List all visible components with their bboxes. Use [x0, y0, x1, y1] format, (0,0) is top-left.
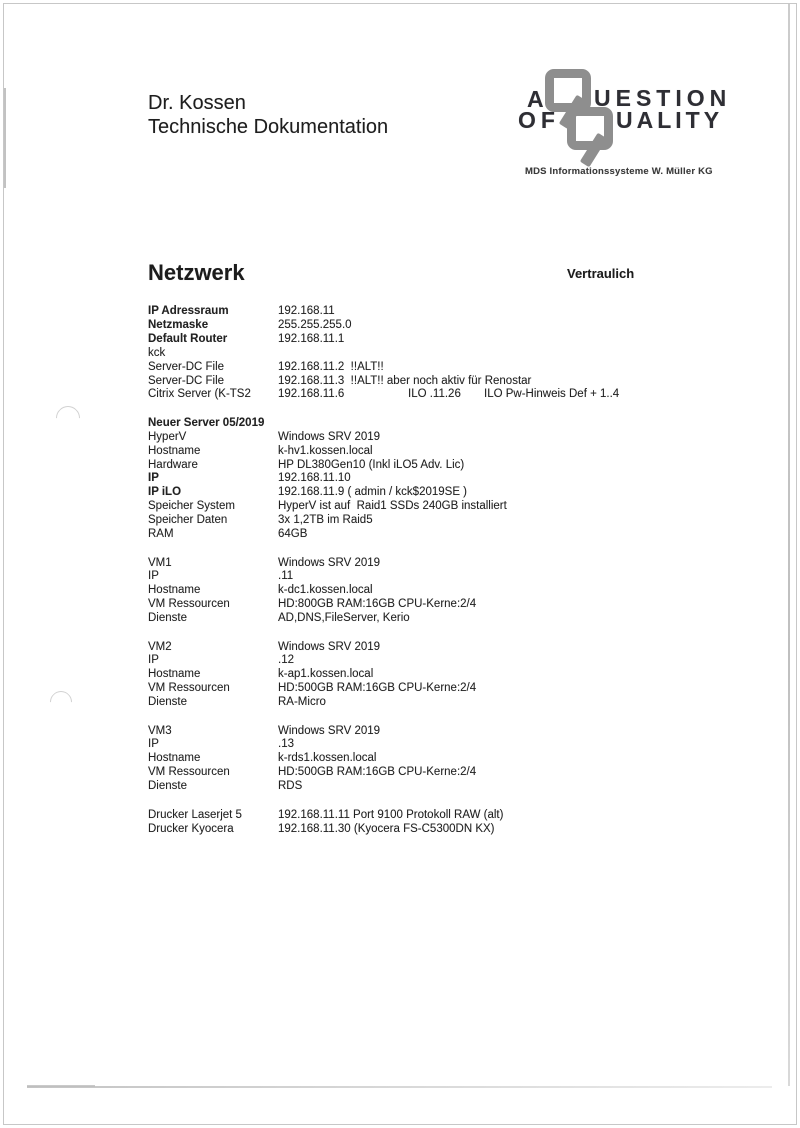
- doc-row: [148, 347, 748, 361]
- classification-label: Vertraulich: [567, 266, 635, 281]
- doc-row: [148, 738, 748, 752]
- row-label: IP: [148, 472, 159, 485]
- row-value-segment: 192.168.11.6: [278, 388, 345, 401]
- row-value: k-rds1.kossen.local: [278, 752, 377, 765]
- doc-row: [148, 557, 748, 571]
- row-label: Server-DC File: [148, 360, 225, 373]
- row-label: IP Adressraum: [148, 305, 229, 317]
- row-label: Netzmaske: [148, 318, 209, 331]
- sender-subtitle: Technische Dokumentation: [148, 115, 389, 138]
- doc-row: [148, 598, 748, 612]
- row-label: Hostname: [148, 444, 201, 457]
- row-label: Hostname: [148, 584, 201, 597]
- row-value: Windows SRV 2019: [278, 556, 381, 569]
- row-value-segment: ILO .11.26: [408, 388, 461, 401]
- doc-section: [148, 557, 748, 627]
- row-value: Windows SRV 2019: [278, 640, 381, 653]
- row-value: .12: [278, 654, 294, 667]
- doc-row: [148, 305, 748, 319]
- doc-row: [148, 780, 748, 794]
- row-label: RAM: [148, 528, 174, 541]
- row-value: 192.168.11.3 !!ALT!! aber noch aktiv für Renostar: [278, 374, 532, 387]
- doc-row: [148, 333, 748, 347]
- row-label: Dienste: [148, 780, 187, 793]
- row-value: 64GB: [278, 528, 308, 541]
- doc-section: [148, 305, 748, 402]
- row-label: VM Ressourcen: [148, 598, 230, 611]
- row-value: 192.168.11.2 !!ALT!!: [278, 360, 384, 373]
- row-value: 192.168.11.9 ( admin / kck$2019SE ): [278, 486, 468, 499]
- row-value: 192.168.11.10: [278, 472, 351, 485]
- logo-word1-prefix: A: [527, 86, 544, 112]
- row-value: HD:800GB RAM:16GB CPU-Kerne:2/4: [278, 598, 477, 611]
- scan-edge-left-artifact: [4, 88, 6, 188]
- row-label: Citrix Server (K-TS2: [148, 388, 251, 401]
- doc-row: [148, 823, 748, 837]
- row-value: 192.168.11.11 Port 9100 Protokoll RAW (alt): [278, 808, 504, 821]
- scan-edge-bottom-dark: [27, 1085, 95, 1087]
- row-label: VM2: [148, 640, 172, 653]
- sender-name: Dr. Kossen: [148, 92, 246, 114]
- row-value: k-ap1.kossen.local: [278, 668, 374, 681]
- doc-row: [148, 431, 748, 445]
- logo-word2-suffix: UALITY: [616, 107, 724, 133]
- page-title: Netzwerk: [148, 260, 245, 285]
- row-value: HD:500GB RAM:16GB CPU-Kerne:2/4: [278, 682, 477, 695]
- row-label: IP: [148, 654, 159, 667]
- doc-row: [148, 584, 748, 598]
- row-label: IP: [148, 570, 159, 583]
- section-header: Neuer Server 05/2019: [148, 416, 265, 429]
- doc-row: [148, 388, 748, 402]
- row-value: [278, 388, 748, 402]
- punch-hole-artifact-top: [51, 401, 85, 435]
- doc-row: [148, 696, 748, 710]
- doc-row: [148, 486, 748, 500]
- row-label: HyperV: [148, 430, 187, 443]
- row-value: .13: [278, 738, 294, 751]
- logo-word2-prefix: OF: [518, 107, 560, 133]
- row-value: HyperV ist auf Raid1 SSDs 240GB installiert: [278, 500, 507, 513]
- row-label: VM3: [148, 724, 172, 737]
- row-value: 192.168.11.1: [278, 332, 345, 345]
- row-value-segment: ILO Pw-Hinweis Def + 1..4: [484, 388, 620, 401]
- doc-row: [148, 752, 748, 766]
- row-label: Speicher Daten: [148, 514, 228, 527]
- logo-q-icon: [545, 69, 591, 112]
- row-label: VM1: [148, 556, 172, 569]
- row-label: IP iLO: [148, 486, 182, 499]
- row-value: HD:500GB RAM:16GB CPU-Kerne:2/4: [278, 766, 477, 779]
- row-label: Dienste: [148, 612, 187, 625]
- row-value: .11: [278, 570, 294, 583]
- doc-row: [148, 361, 748, 375]
- punch-hole-artifact-bottom: [45, 686, 76, 717]
- row-value: 255.255.255.0: [278, 318, 352, 331]
- row-value: [278, 347, 748, 361]
- row-value: 192.168.11: [278, 305, 335, 317]
- row-label: VM Ressourcen: [148, 766, 230, 779]
- doc-row: [148, 612, 748, 626]
- row-value: k-hv1.kossen.local: [278, 444, 373, 457]
- row-value: RDS: [278, 780, 303, 793]
- doc-section: [148, 417, 748, 542]
- row-label: kck: [148, 346, 166, 359]
- doc-section: [148, 725, 748, 795]
- logo-word1-suffix: UESTION: [594, 85, 732, 111]
- row-value: Windows SRV 2019: [278, 430, 381, 443]
- row-label: Hardware: [148, 458, 198, 471]
- row-label: Dienste: [148, 696, 187, 709]
- scan-edge-right: [788, 4, 790, 1086]
- doc-row: [148, 654, 748, 668]
- row-value: Windows SRV 2019: [278, 724, 381, 737]
- row-label: VM Ressourcen: [148, 682, 230, 695]
- row-value: k-dc1.kossen.local: [278, 584, 373, 597]
- doc-row: [148, 375, 748, 389]
- row-label: Server-DC File: [148, 374, 225, 387]
- row-value: HP DL380Gen10 (Inkl iLO5 Adv. Lic): [278, 458, 465, 471]
- doc-row: [148, 682, 748, 696]
- doc-row: [148, 641, 748, 655]
- row-label: Hostname: [148, 668, 201, 681]
- scan-edge-bottom: [27, 1086, 772, 1088]
- doc-row: [148, 514, 748, 528]
- doc-row: [148, 472, 748, 486]
- row-value: 3x 1,2TB im Raid5: [278, 514, 373, 527]
- document-sections: [148, 305, 748, 836]
- doc-row: [148, 668, 748, 682]
- doc-row: [148, 445, 748, 459]
- doc-section: [148, 641, 748, 711]
- row-label: Speicher System: [148, 500, 235, 513]
- logo-company-name: MDS Informationssysteme W. Müller KG: [525, 166, 713, 177]
- doc-row: [148, 528, 748, 542]
- doc-row: [148, 766, 748, 780]
- doc-row: [148, 725, 748, 739]
- doc-row: [148, 459, 748, 473]
- doc-row: [148, 570, 748, 584]
- doc-row: [148, 500, 748, 514]
- doc-section: [148, 809, 748, 837]
- row-label: Default Router: [148, 332, 228, 345]
- row-value: AD,DNS,FileServer, Kerio: [278, 612, 410, 625]
- row-label: Hostname: [148, 752, 201, 765]
- row-label: IP: [148, 738, 159, 751]
- row-value: 192.168.11.30 (Kyocera FS-C5300DN KX): [278, 822, 495, 835]
- company-logo: [515, 66, 750, 186]
- row-label: Drucker Kyocera: [148, 822, 234, 835]
- doc-row: [148, 809, 748, 823]
- row-value: RA-Micro: [278, 696, 326, 709]
- doc-row: [148, 319, 748, 333]
- row-label: Drucker Laserjet 5: [148, 808, 242, 821]
- sender-block: [148, 92, 388, 139]
